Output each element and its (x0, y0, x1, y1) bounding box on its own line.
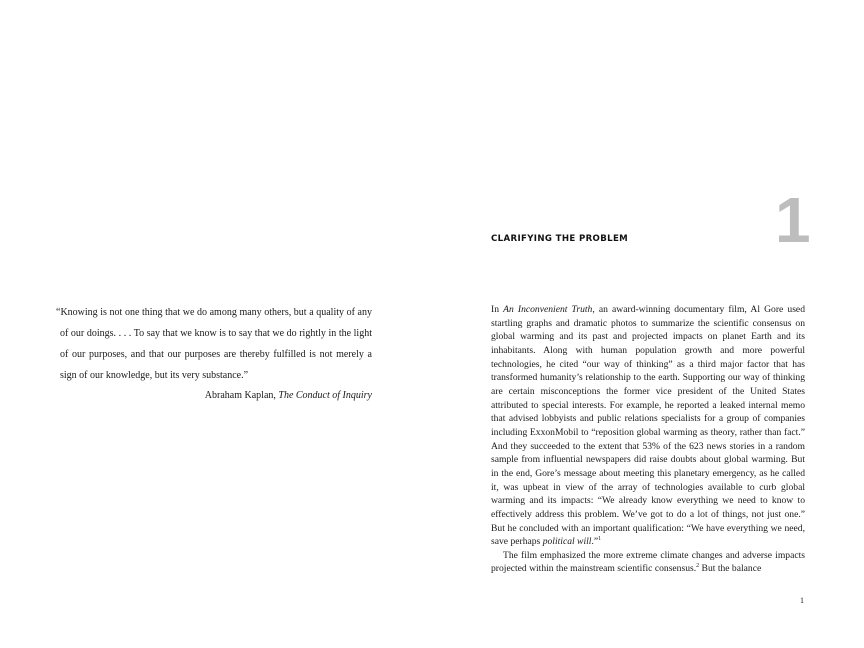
paragraph-1-seg-2: , an award-winning documentary film, Al Gore used startling graphs and dramatic photos to summarize the scientific consensus on global warming and its past and projected impacts on planet Earth and its inhabitants. Along with human population growth and more powerful technologies, he cited “our way of thinking” as a third major factor that has transformed humanity’s relationship to the earth. Supporting our way of thinking are certain misconceptions the former vice president of the United States attributed to special interests. For example, he reported a leaked internal memo that advised lobbyists and public relations specialists for a group of companies including ExxonMobil to “reposition global warming as theory, rather than fact.” And they succeeded to the extent that 53% of the 623 news stories in a random sample from influential newspapers did raise doubts about global warming. But in the end, Gore’s message about meeting this planetary emergency, as he called it, was upbeat in view of the array of technologies available to curb global warming and its impacts: “We already know everything we need to know to effectively address this problem. We’ve got to do a lot of things, not just one.” But he concluded with an important qualification: “We have everything we need, save perhaps (491, 304, 805, 548)
chapter-body (491, 303, 805, 576)
paragraph-2 (491, 549, 805, 576)
paragraph-2-text: The film emphasized the more extreme climate changes and adverse impacts projected within the mainstream scientific consensus. (491, 549, 805, 575)
footnote-ref-1[interactable]: 1 (598, 535, 602, 542)
attribution-author: Abraham Kaplan, (204, 390, 279, 401)
paragraph-1-seg-4: .” (591, 536, 599, 548)
page-number: 1 (800, 596, 804, 605)
epigraph-quote: “Knowing is not one thing that we do among many others, but a quality of any of our doings. . . . To say that we know is to say that we do rightly in the light of our purposes, and that our purposes are thereby fulfilled is not merely a sign of our knowledge, but its very substance.” (56, 307, 372, 381)
emphasis-political-will: political will (542, 536, 592, 548)
epigraph (56, 302, 372, 405)
attribution-book-title: The Conduct of Inquiry (278, 390, 372, 401)
chapter-title: CLARIFYING THE PROBLEM (491, 234, 629, 244)
film-title: An Inconvenient Truth (503, 304, 593, 315)
paragraph-2-text-after: But the balance (699, 563, 762, 575)
footnote-ref-2[interactable]: 2 (696, 563, 700, 570)
paragraph-1 (491, 303, 805, 549)
chapter-number: 1 (775, 184, 811, 256)
epigraph-attribution (56, 387, 372, 405)
paragraph-1-seg-0: In (491, 304, 504, 315)
